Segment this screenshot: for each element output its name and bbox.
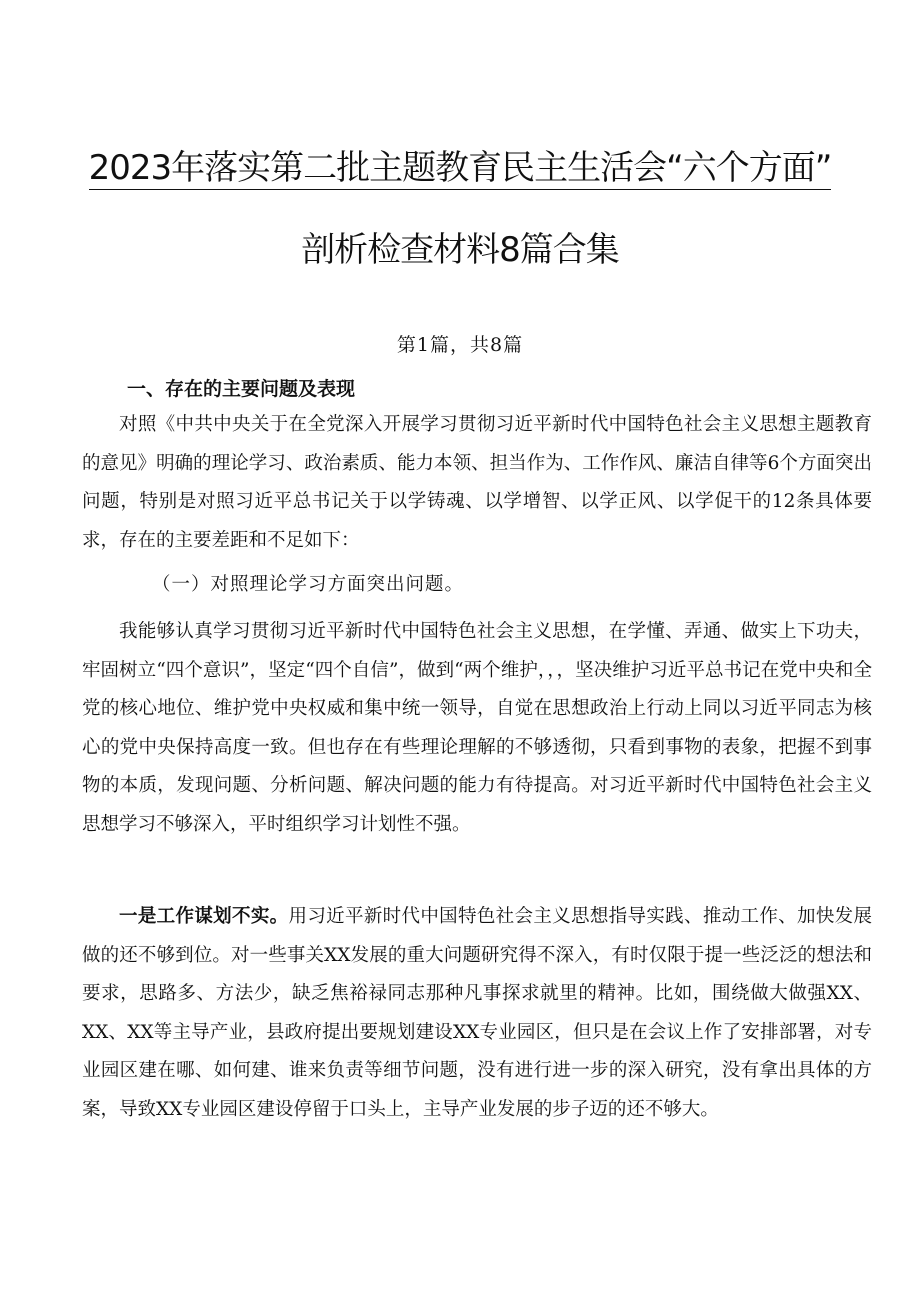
subheading-1: （一）对照理论学习方面突出问题。 [152,574,465,595]
document-title-line-2 [0,222,920,271]
paragraph-3-body: 用习近平新时代中国特色社会主义思想指导实践、推动工作、加快发展做的还不够到位。对一些事关XX发展的重大问题研究得不深入，有时仅限于提一些泛泛的想法和要求，思路多、方法少，缺乏焦裕禄同志那种凡事探求就里的精神。比如，围绕做大做强XX、XX、XX等主导产业，县政府提出要规划建设XX专业园区，但只是在会议上作了安排部署，对专业园区建在哪、如何建、谁来负责等细节问题，没有进行进一步的深入研究，没有拿出具体的方案，导致XX专业园区建设停留于口头上，主导产业发展的步子迈的还不够大。 [82,906,872,1120]
section-heading: 一、存在的主要问题及表现 [127,378,356,400]
paragraph-3 [82,898,872,1129]
title-text-line-2: 剖析检查材料8篇合集 [301,230,619,270]
paragraph-3-lead: 一是工作谋划不实。 [119,906,289,927]
document-title-line-1 [0,140,920,189]
paragraph-1: 对照《中共中央关于在全党深入开展学习贯彻习近平新时代中国特色社会主义思想主题教育的意见》明确的理论学习、政治素质、能力本领、担当作为、工作作风、廉洁自律等6个方面突出问题，特别是对照习近平总书记关于以学铸魂、以学增智、以学正风、以学促干的12条具体要求，存在的主要差距和不足如下： [82,414,872,551]
title-text-line-1: 2023年落实第二批主题教育民主生活会“六个方面” [88,148,832,188]
part-label: 第1篇，共8篇 [396,334,524,356]
paragraph-2: 我能够认真学习贯彻习近平新时代中国特色社会主义思想，在学懂、弄通、做实上下功夫，牢固树立“四个意识”，坚定“四个自信”，做到“两个维护，，，坚决维护习近平总书记在党中央和全党的核心地位、维护党中央权威和集中统一领导，自觉在思想政治上行动上同以习近平同志为核心的党中央保持高度一致。但也存在有些理论理解的不够透彻，只看到事物的表象，把握不到事物的本质，发现问题、分析问题、解决问题的能力有待提高。对习近平新时代中国特色社会主义思想学习不够深入，平时组织学习计划性不强。 [82,621,872,835]
